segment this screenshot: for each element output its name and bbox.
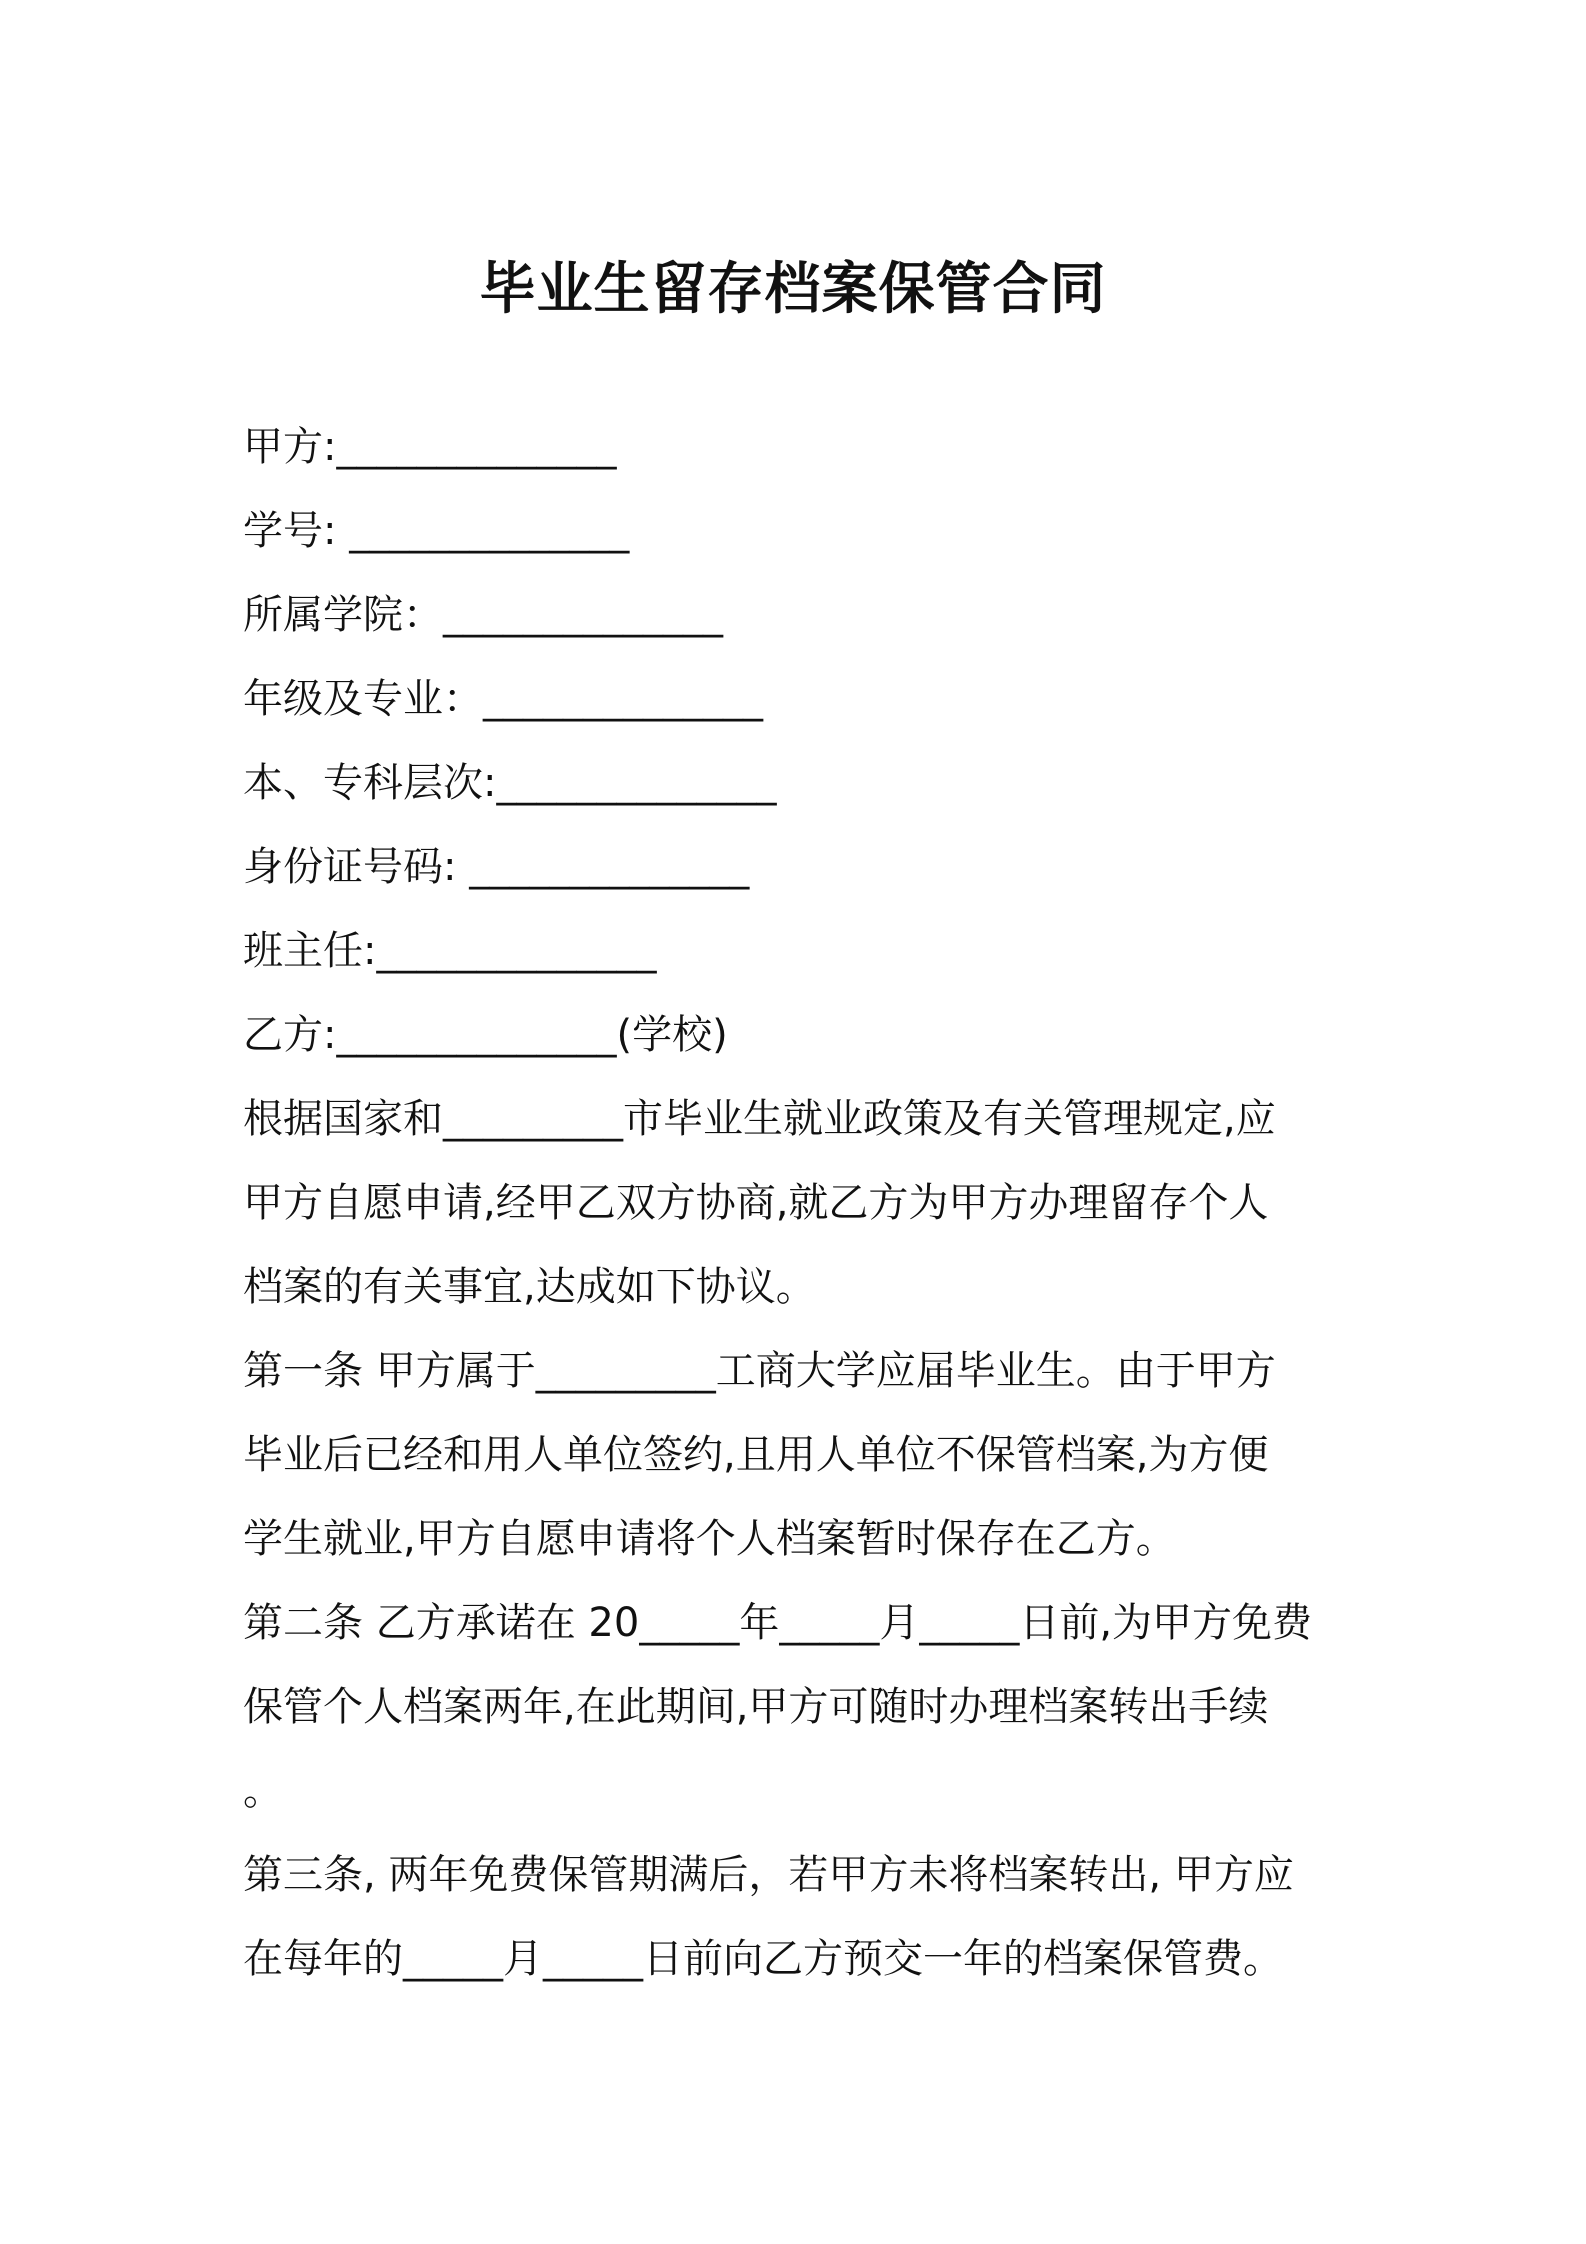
article-1-line: 学生就业,甲方自愿申请将个人档案暂时保存在乙方。	[243, 1516, 1176, 1562]
article-2-line: 保管个人档案两年,在此期间,甲方可随时办理档案转出手续	[243, 1684, 1269, 1730]
degree-level-field: 本、专科层次:______________	[243, 760, 777, 806]
grade-major-field: 年级及专业：______________	[243, 676, 763, 722]
document-title: 毕业生留存档案保管合同	[479, 257, 1107, 322]
id-number-field: 身份证号码: ______________	[243, 844, 750, 890]
preamble-line: 甲方自愿申请,经甲乙双方协商,就乙方为甲方办理留存个人	[243, 1180, 1269, 1226]
head-teacher-field: 班主任:______________	[243, 928, 657, 974]
article-3-line: 第三条, 两年免费保管期满后，若甲方未将档案转出, 甲方应	[243, 1852, 1294, 1898]
article-1-line: 毕业后已经和用人单位签约,且用人单位不保管档案,为方便	[243, 1432, 1269, 1478]
college-field: 所属学院：______________	[243, 592, 723, 638]
article-2-paragraph	[243, 1581, 1363, 1833]
party-a-field: 甲方:______________	[243, 424, 617, 470]
preamble-line: 档案的有关事宜,达成如下协议。	[243, 1264, 816, 1310]
article-2-line: 。	[243, 1768, 283, 1814]
article-3-line: 在每年的_____月_____日前向乙方预交一年的档案保管费。	[243, 1936, 1283, 1982]
preamble-line: 根据国家和_________市毕业生就业政策及有关管理规定,应	[243, 1096, 1276, 1142]
document-body	[243, 405, 1363, 2001]
article-3-paragraph	[243, 1833, 1363, 2001]
article-1-paragraph	[243, 1329, 1363, 1581]
party-b-field: 乙方:______________(学校)	[243, 1012, 728, 1058]
student-id-field: 学号: ______________	[243, 508, 630, 554]
preamble-paragraph	[243, 1077, 1363, 1329]
article-1-line: 第一条 甲方属于_________工商大学应届毕业生。由于甲方	[243, 1348, 1276, 1394]
article-2-line: 第二条 乙方承诺在 20_____年_____月_____日前,为甲方免费	[243, 1600, 1313, 1646]
